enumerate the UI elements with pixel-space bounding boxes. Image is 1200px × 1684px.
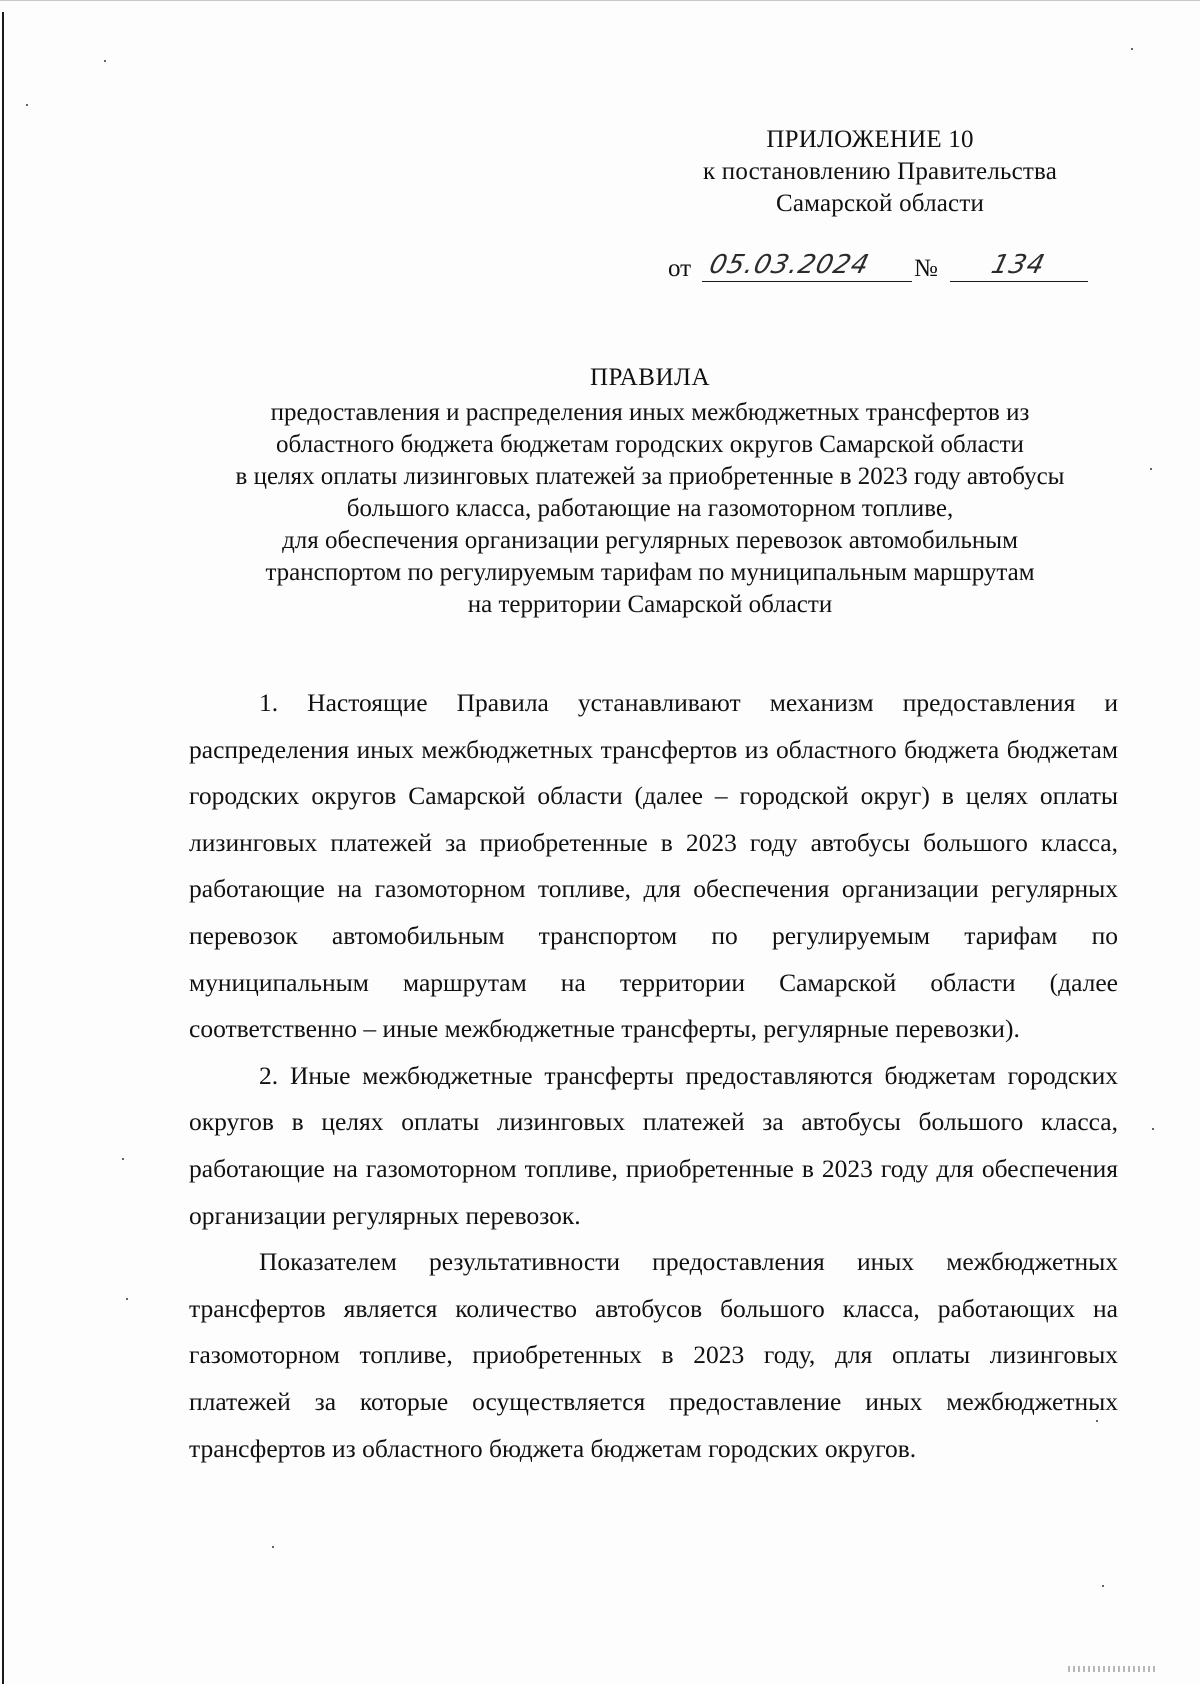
subtitle-line: на территории Самарской области	[467, 591, 833, 618]
scan-speck	[126, 1298, 128, 1300]
subtitle-line: предоставления и распределения иных межбюджетных трансфертов из	[270, 399, 1030, 426]
from-label: от	[668, 255, 692, 282]
scan-speck	[122, 1158, 124, 1160]
appendix-line-resolution: к постановлению Правительства	[702, 158, 1058, 185]
scan-speck	[1102, 1585, 1104, 1587]
subtitle-line: в целях оплаты лизинговых платежей за приобретенные в 2023 году автобусы	[235, 463, 1065, 490]
subtitle-line: большого класса, работающие на газомоторном топливе,	[346, 495, 954, 522]
appendix-title: ПРИЛОЖЕНИЕ 10	[766, 126, 974, 153]
rules-title: ПРАВИЛА	[589, 364, 711, 391]
document-body	[189, 680, 1118, 1472]
subtitle-line: транспортом по регулируемым тарифам по муниципальным маршрутам	[265, 559, 1035, 586]
subtitle-line: для обеспечения организации регулярных перевозок автомобильным	[282, 527, 1018, 554]
appendix-line-region: Самарской области	[775, 190, 985, 217]
paragraph-3: Показателем результативности предоставления иных межбюджетных трансфертов является количество автобусов большого класса, работающих на газомоторном топливе, приобретенных в 2023 году, для оплаты лизинговых платежей за которые осуществляется предоставление иных межбюджетных трансфертов из областного бюджета бюджетам городских округов.	[189, 1247, 1118, 1463]
scan-speck	[1131, 48, 1133, 50]
subtitle-line: областного бюджета бюджетам городских округов Самарской области	[276, 431, 1024, 458]
scan-speck	[272, 1546, 274, 1548]
paragraph-2: 2. Иные межбюджетные трансферты предоставляются бюджетам городских округов в целях оплаты лизинговых платежей за автобусы большого класса, работающие на газомоторном топливе, приобретенные в 2023 году для обеспечения организации регулярных перевозок.	[189, 1060, 1118, 1230]
handwritten-date: 05.03.2024	[706, 250, 873, 280]
resolution-date-number	[668, 250, 1088, 287]
handwritten-number: 134	[988, 250, 1049, 280]
scan-footer-mark	[1068, 1666, 1158, 1672]
scan-speck	[104, 60, 106, 62]
resolution-date-field	[702, 250, 912, 282]
scan-speck	[1152, 1128, 1154, 1130]
rules-subtitle	[180, 397, 1120, 621]
number-label: №	[914, 255, 938, 282]
scan-left-edge	[2, 12, 4, 1684]
scan-speck	[26, 104, 28, 106]
appendix-header	[660, 124, 1100, 220]
scan-speck	[1150, 468, 1152, 470]
paragraph-1: 1. Настоящие Правила устанавливают механизм предоставления и распределения иных межбюджетных трансфертов из областного бюджета бюджетам городских округов Самарской области (далее – городской округ) в целях оплаты лизинговых платежей за приобретенные в 2023 году автобусы большого класса, работающие на газомоторном топливе, для обеспечения организации регулярных перевозок автомобильным транспортом по регулируемым тарифам по муниципальным маршрутам на территории Самарской области (далее соответственно – иные межбюджетные трансферты, регулярные перевозки).	[189, 688, 1118, 1044]
resolution-number-field	[950, 250, 1088, 282]
scan-top-edge	[0, 0, 1200, 1]
